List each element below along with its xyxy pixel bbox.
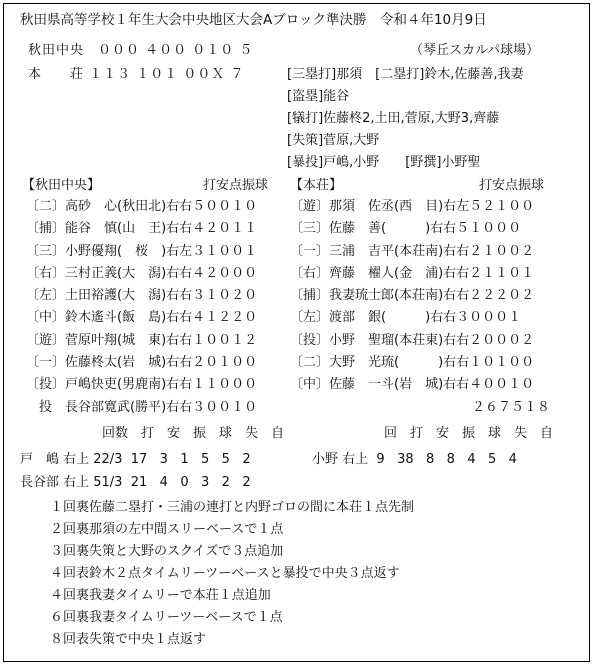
left-team-header: 【秋田中央】 <box>22 178 101 193</box>
inning-summary <box>50 500 414 654</box>
player-row: 〔遊〕菅原叶翔(城 東)右右１００１２ <box>26 332 258 348</box>
note-line: [失策]菅原,大野 <box>287 133 380 148</box>
player-row: 〔投〕戸嶋快吏(男鹿南)右右１１０００ <box>26 377 258 393</box>
note-line: [暴投]戸嶋,小野 [野撰]小野聖 <box>287 155 481 170</box>
player-row: 〔遊〕那須 佐丞(西 目)右左５２１００ <box>290 199 535 214</box>
player-row: 〔一〕佐藤柊太(岩 城)右右２０１００ <box>26 355 258 371</box>
left-stats-header: 打安点振球 <box>203 178 269 193</box>
pitching-row: 小野 右上 9 38 8 8 4 5 4 <box>312 452 517 467</box>
inning-line: ２回裏那須の左中間スリーベースで１点 <box>50 522 284 537</box>
player-row: 〔右〕齊藤 櫂人(金 浦)右右２１１０１ <box>290 265 535 281</box>
scoreboard-visitor: 秋田中央 ０００ ４００ ０１０ ５ <box>28 43 254 58</box>
inning-line: ４回表鈴木２点タイムリーツーベースと暴投で中央３点返す <box>50 566 400 581</box>
team-totals: ２６７５１８ <box>290 399 551 415</box>
player-row: 〔投〕小野 聖瑠(本荘東)右右２０００２ <box>290 332 535 348</box>
player-row: 〔中〕佐藤 一斗(岩 城)右右４００１０ <box>290 377 535 393</box>
player-row: 〔二〕大野 光琉( )右右１０１００ <box>290 355 535 371</box>
note-line: [三塁打]那須 [二塁打]鈴木,佐藤善,我妻 <box>287 67 524 82</box>
venue: （琴丘スカルパ球場） <box>410 43 540 58</box>
player-row: 〔右〕三村正義(大 潟)右右４２０００ <box>26 265 258 281</box>
inning-line: ８回表失策で中央１点返す <box>50 632 207 647</box>
player-row: 〔三〕小野優翔( 桜 )右左３１００１ <box>26 243 258 259</box>
left-team-lineup <box>26 199 257 422</box>
player-row: 〔捕〕能谷 慎(山 王)右右４２０１１ <box>26 221 258 237</box>
inning-line: １回裏佐藤二塁打・三浦の連打と内野ゴロの間に本荘１点先制 <box>50 500 415 515</box>
game-notes <box>287 67 524 177</box>
note-line: [犠打]佐藤柊2,土田,菅原,大野3,齊藤 <box>287 111 500 126</box>
player-row: 〔左〕渡部 銀( )右右３０００１ <box>290 310 522 326</box>
inning-line: ３回裏失策と大野のスクイズで３点追加 <box>50 544 284 559</box>
right-pitching-header: 回 打 安 振 球 失 自 <box>384 426 554 441</box>
inning-line: ６回裏我妻タイムリーツーベースで１点 <box>50 610 283 625</box>
right-team-lineup <box>290 199 550 422</box>
player-row: 〔左〕土田裕護(大 潟)右右３１０２０ <box>26 288 258 304</box>
player-row: 〔二〕高砂 心(秋田北)右右５００１０ <box>26 199 258 214</box>
player-row: 投 長谷部寛武(勝平)右右３００１０ <box>26 399 258 415</box>
inning-line: ４回裏我妻タイムリーで本荘１点追加 <box>50 588 271 603</box>
pitching-row: 長谷部 右上 51/3 21 4 0 3 2 2 <box>20 475 251 490</box>
player-row: 〔中〕鈴木遙斗(飯 島)右右４１２２０ <box>26 310 258 326</box>
player-row: 〔捕〕我妻琉士郎(本荘南)右右２２２０２ <box>290 288 535 304</box>
player-row: 〔三〕佐藤 善( )右右５１０００ <box>290 221 522 237</box>
player-row: 〔一〕三浦 吉平(本荘南)右右２１００２ <box>290 243 535 259</box>
note-line: [盗塁]能谷 <box>287 89 350 104</box>
page-title: 秋田県高等学校１年生大会中央地区大会Aブロック準決勝 令和４年10月9日 <box>20 12 487 28</box>
right-team-header: 【本荘】 <box>290 178 343 193</box>
right-stats-header: 打安点振球 <box>479 178 545 193</box>
pitching-row: 戸 嶋 右上 22/3 17 3 1 5 5 2 <box>20 452 251 467</box>
left-pitching-header: 回数 打 安 振 球 失 自 <box>102 426 285 441</box>
scoreboard-home: 本 荘 １１３ １０１ ００Ｘ ７ <box>28 67 245 82</box>
